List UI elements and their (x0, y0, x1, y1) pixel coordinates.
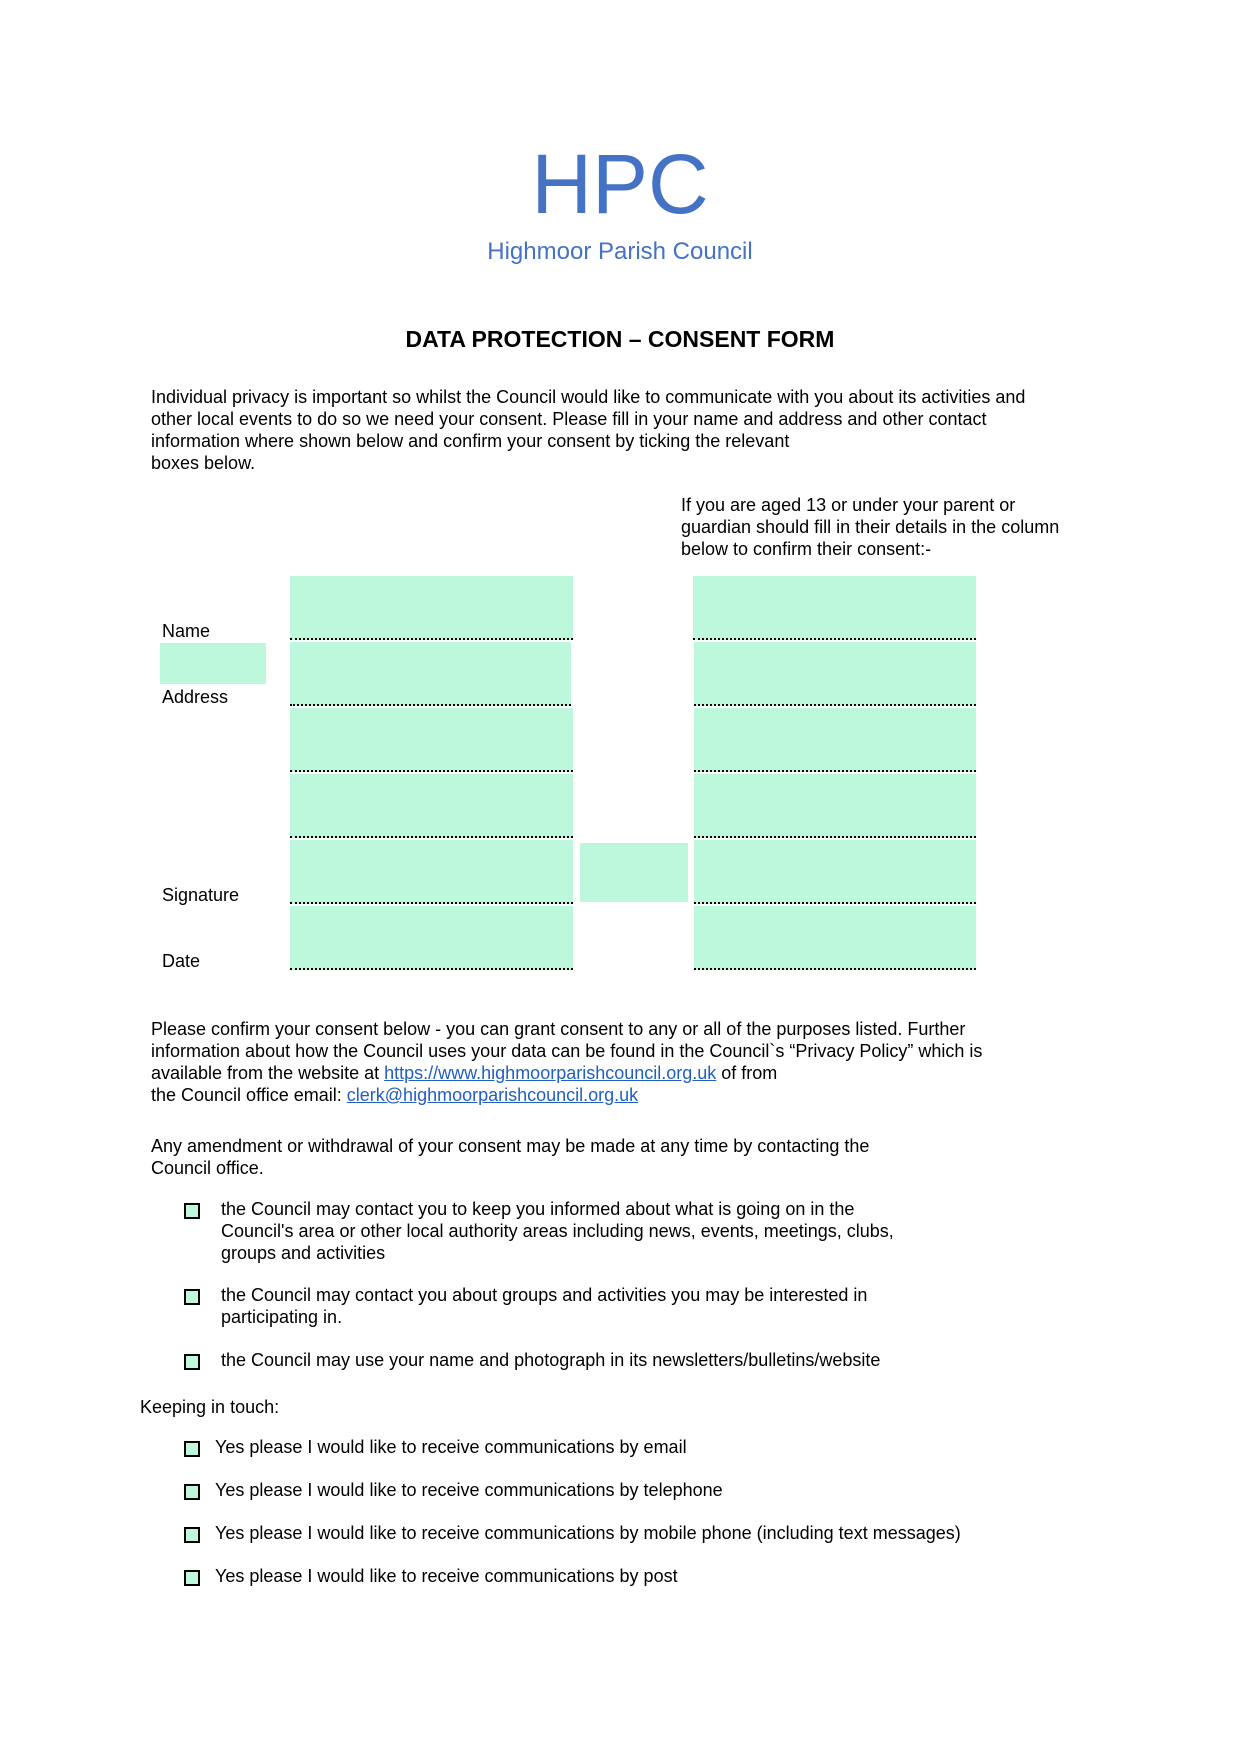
contact-checkbox-email[interactable] (184, 1441, 200, 1457)
contact-option-post (215, 1565, 678, 1587)
website-link[interactable]: https://www.highmoorparishcouncil.org.uk (384, 1063, 717, 1083)
consent-option-informed (221, 1198, 894, 1264)
contact-option-mobile (215, 1522, 961, 1544)
consent-checkbox-photo[interactable] (184, 1354, 200, 1370)
consent-info-line: Please confirm your consent below - you can grant consent to any or all of the purposes listed. Further (151, 1019, 966, 1039)
guardian-note (681, 494, 1101, 560)
option-line: the Council may use your name and photograph in its newsletters/bulletins/website (221, 1350, 881, 1370)
address-label: Address (162, 687, 229, 707)
amendment-line: Any amendment or withdrawal of your consent may be made at any time by contacting the (151, 1136, 870, 1156)
guardian-note-line: below to confirm their consent:- (681, 539, 932, 559)
applicant-name-field[interactable] (290, 576, 573, 640)
contact-option-telephone (215, 1479, 723, 1501)
option-line: participating in. (221, 1307, 343, 1327)
guardian-name-field[interactable] (693, 576, 976, 640)
consent-option-photo (221, 1349, 880, 1371)
page-title: DATA PROTECTION – CONSENT FORM (405, 326, 835, 352)
intro-line: Individual privacy is important so whilst the Council would like to communicate with you about its activities and (151, 387, 1026, 407)
council-name: Highmoor Parish Council (487, 238, 753, 265)
consent-info-text: available from the website at (151, 1063, 385, 1083)
applicant-address-line-2-field[interactable] (290, 708, 573, 772)
option-line: Yes please I would like to receive communications by telephone (215, 1480, 723, 1500)
contact-checkbox-post[interactable] (184, 1570, 200, 1586)
intro-paragraph (151, 386, 1091, 474)
consent-info-line: information about how the Council uses your data can be found in the Council`s “Privacy Policy” which is (151, 1041, 983, 1061)
date-label: Date (162, 951, 201, 971)
guardian-note-line: If you are aged 13 or under your parent or (681, 495, 1016, 515)
consent-info-text: the Council office email: (151, 1085, 347, 1105)
consent-checkbox-informed[interactable] (184, 1203, 200, 1219)
middle-signature-field[interactable] (580, 843, 688, 902)
name-extra-field[interactable] (160, 643, 266, 684)
option-line: Yes please I would like to receive communications by post (215, 1566, 678, 1586)
consent-option-groups (221, 1284, 867, 1328)
option-line: groups and activities (221, 1243, 386, 1263)
contact-checkbox-telephone[interactable] (184, 1484, 200, 1500)
keeping-in-touch-heading: Keeping in touch: (140, 1397, 280, 1417)
guardian-address-line-3-field[interactable] (694, 774, 976, 838)
hpc-logo: HPC (531, 137, 709, 231)
option-line: the Council may contact you to keep you informed about what is going on in the (221, 1199, 855, 1219)
signature-label: Signature (162, 885, 240, 905)
intro-line: other local events to do so we need your consent. Please fill in your name and address and other contact (151, 409, 987, 429)
option-line: the Council may contact you about groups and activities you may be interested in (221, 1285, 868, 1305)
guardian-address-line-2-field[interactable] (694, 708, 976, 772)
applicant-address-line-1-field[interactable] (290, 642, 571, 706)
option-line: Yes please I would like to receive communications by email (215, 1437, 687, 1457)
guardian-address-line-1-field[interactable] (694, 642, 976, 706)
consent-info-text: of from (716, 1063, 778, 1083)
email-link[interactable]: clerk@highmoorparishcouncil.org.uk (346, 1085, 639, 1105)
consent-info-line (151, 1062, 1111, 1084)
intro-line: information where shown below and confirm your consent by ticking the relevant (151, 431, 790, 451)
consent-checkbox-groups[interactable] (184, 1289, 200, 1305)
amendment-paragraph (151, 1135, 1051, 1179)
guardian-note-line: guardian should fill in their details in the column (681, 517, 1060, 537)
name-label: Name (162, 621, 211, 641)
guardian-signature-field[interactable] (694, 840, 976, 904)
contact-checkbox-mobile[interactable] (184, 1527, 200, 1543)
applicant-date-field[interactable] (290, 906, 573, 970)
contact-option-email (215, 1436, 687, 1458)
consent-info-paragraph (151, 1018, 1111, 1106)
applicant-signature-field[interactable] (290, 840, 573, 904)
consent-info-line (151, 1084, 1111, 1106)
guardian-date-field[interactable] (694, 906, 976, 970)
intro-line: boxes below. (151, 453, 256, 473)
option-line: Council's area or other local authority areas including news, events, meetings, clubs, (221, 1221, 894, 1241)
applicant-address-line-3-field[interactable] (290, 774, 573, 838)
option-line: Yes please I would like to receive communications by mobile phone (including text messages) (215, 1523, 961, 1543)
amendment-line: Council office. (151, 1158, 264, 1178)
